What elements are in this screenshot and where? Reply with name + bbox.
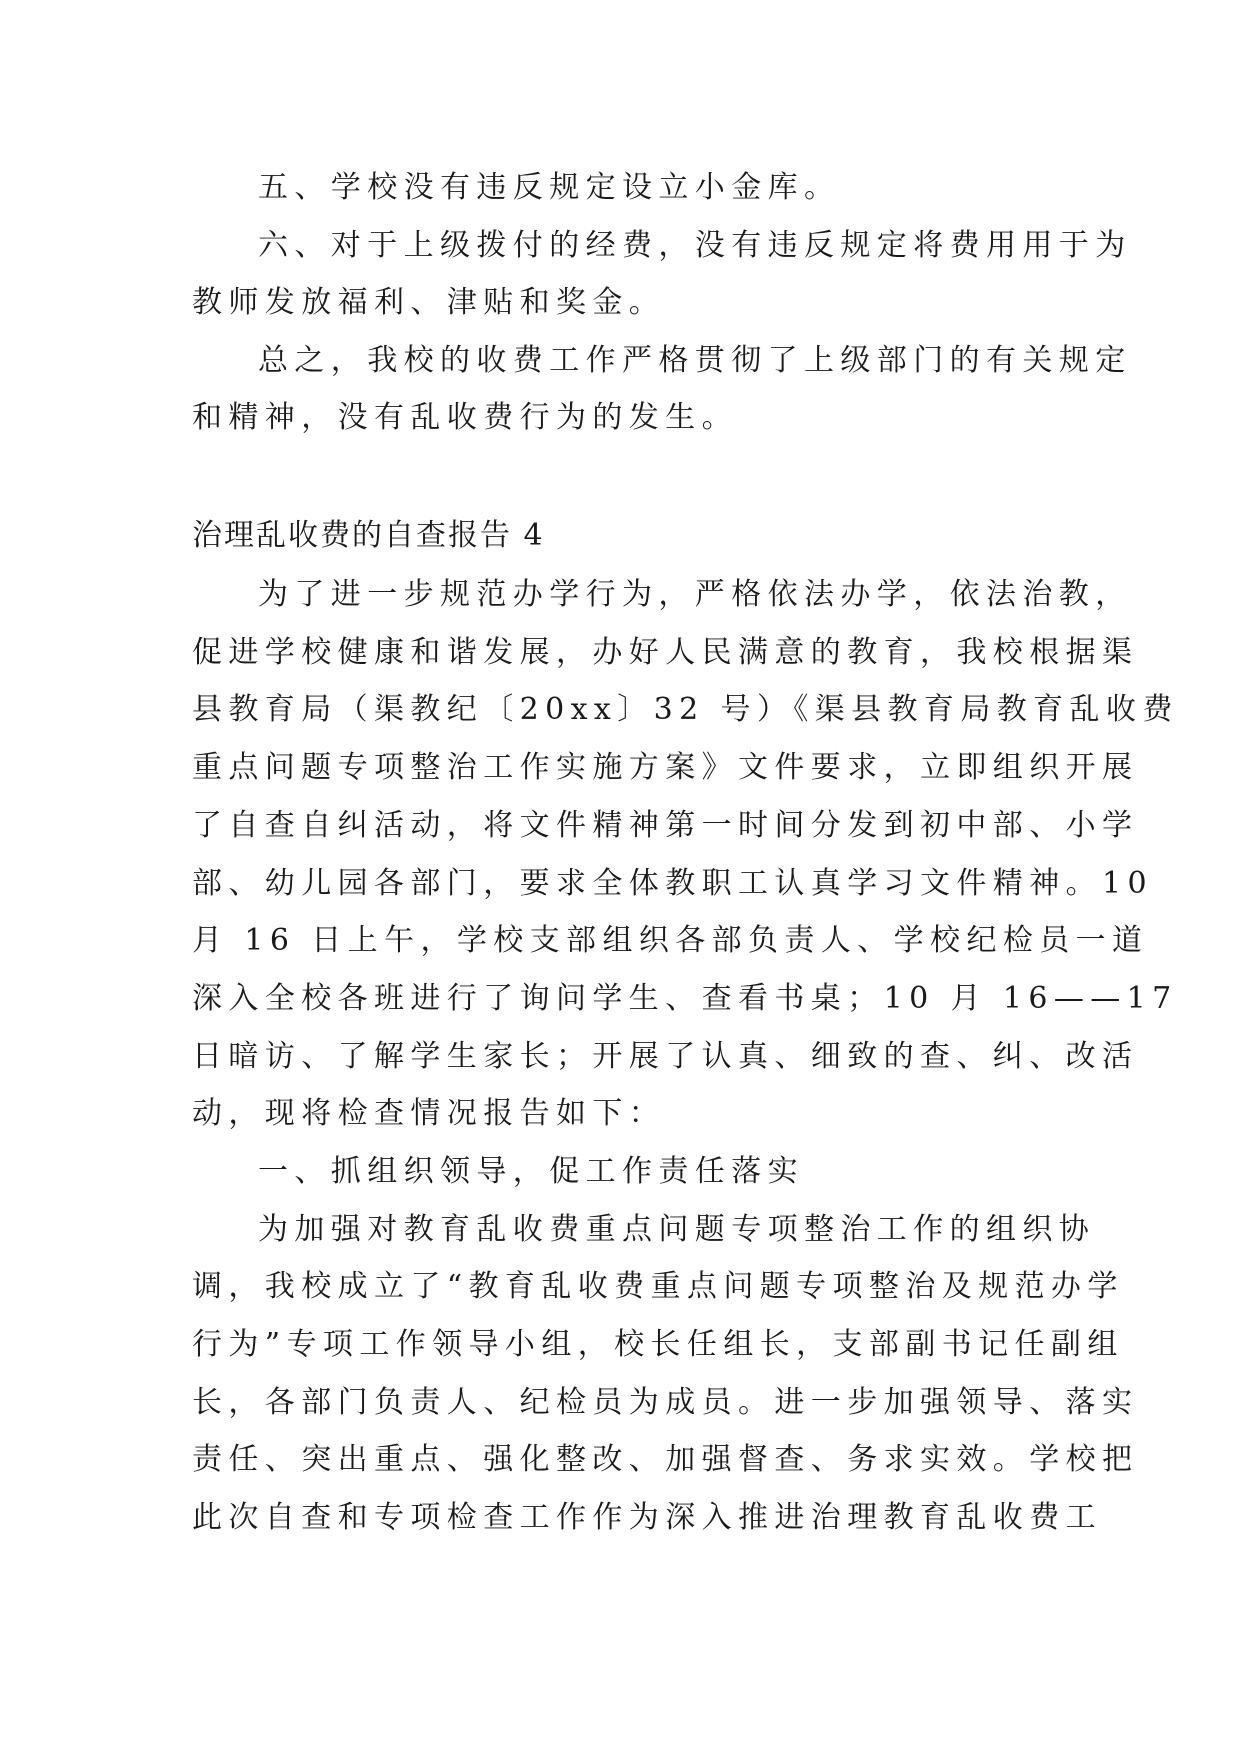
paragraph-line: 日暗访、了解学生家长；开展了认真、细致的查、纠、改活 — [192, 1039, 1139, 1074]
paragraph-line: 调，我校成立了“教育乱收费重点问题专项整治及规范办学 — [192, 1269, 1124, 1304]
paragraph-line: 促进学校健康和谐发展，办好人民满意的教育，我校根据渠 — [192, 635, 1139, 670]
paragraph-line: 部、幼儿园各部门，要求全体教职工认真学习文件精神。10 — [192, 866, 1153, 901]
paragraph-line: 为加强对教育乱收费重点问题专项整治工作的组织协 — [258, 1212, 1096, 1247]
paragraph-line: 深入全校各班进行了询问学生、查看书桌；10 月 16——17 — [192, 981, 1178, 1016]
paragraph-line: 此次自查和专项检查工作作为深入推进治理教育乱收费工 — [192, 1500, 1102, 1535]
subsection-heading: 一、抓组织领导，促工作责任落实 — [258, 1154, 804, 1189]
paragraph-line: 总之，我校的收费工作严格贯彻了上级部门的有关规定 — [258, 343, 1132, 378]
paragraph-line: 和精神，没有乱收费行为的发生。 — [192, 400, 738, 435]
paragraph-line: 了自查自纠活动，将文件精神第一时间分发到初中部、小学 — [192, 808, 1139, 843]
paragraph-line: 动，现将检查情况报告如下： — [192, 1096, 666, 1131]
paragraph-line: 县教育局（渠教纪〔20xx〕32 号）《渠县教育局教育乱收费 — [192, 692, 1179, 727]
paragraph-line: 六、对于上级拨付的经费，没有违反规定将费用用于为 — [258, 228, 1132, 263]
paragraph-line: 为了进一步规范办学行为，严格依法办学，依法治教， — [258, 577, 1132, 612]
paragraph-line: 重点问题专项整治工作实施方案》文件要求，立即组织开展 — [192, 750, 1139, 785]
paragraph-line: 月 16 日上午，学校支部组织各部负责人、学校纪检员一道 — [192, 923, 1149, 958]
section-heading: 治理乱收费的自查报告 4 — [192, 518, 545, 553]
paragraph-line: 五、学校没有违反规定设立小金库。 — [258, 170, 841, 205]
paragraph-line: 长，各部门负责人、纪检员为成员。进一步加强领导、落实 — [192, 1385, 1139, 1420]
paragraph-line: 行为”专项工作领导小组，校长任组长，支部副书记任副组 — [192, 1327, 1124, 1362]
paragraph-line: 教师发放福利、津贴和奖金。 — [192, 285, 666, 320]
paragraph-line: 责任、突出重点、强化整改、加强督查、务求实效。学校把 — [192, 1442, 1139, 1477]
